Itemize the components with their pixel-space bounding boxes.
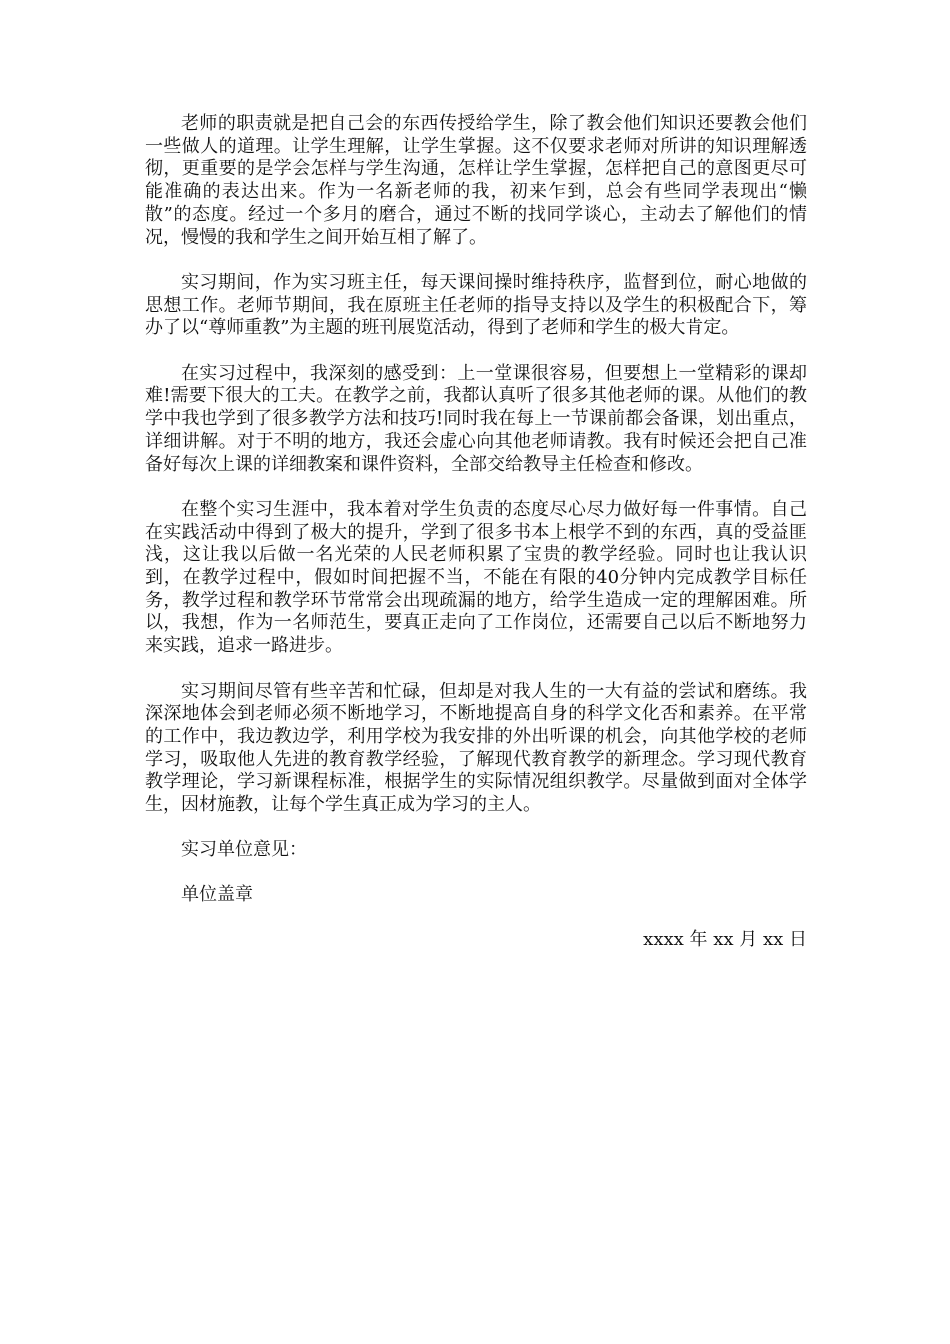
seal-label: 单位盖章 bbox=[181, 884, 253, 906]
document-body bbox=[145, 113, 807, 952]
paragraph-internship-summary: 实习期间尽管有些辛苦和忙碌，但却是对我人生的一大有益的尝试和磨练。我深深地体会到老师必须不断地学习，不断地提高自身的科学文化否和素养。在平常的工作中，我边教边学，利用学校为我安排的外出听课的机会，向其他学校的老师学习，吸取他人先进的教育教学经验，了解现代教育教学的新理念。学习现代教育教学理论，学习新课程标准，根据学生的实际情况组织教学。尽量做到面对全体学生，因材施教，让每个学生真正成为学习的主人。 bbox=[145, 680, 807, 816]
paragraph-head-teacher: 实习期间，作为实习班主任，每天课间操时维持秩序，监督到位，耐心地做的思想工作。老师节期间，我在原班主任老师的指导支持以及学生的积极配合下，筹办了以“尊师重教”为主题的班刊展览活动，得到了老师和学生的极大肯定。 bbox=[145, 271, 807, 339]
paragraph-teacher-duty: 老师的职责就是把自己会的东西传授给学生，除了教会他们知识还要教会他们一些做人的道理。让学生理解，让学生掌握。这不仅要求老师对所讲的知识理解透彻，更重要的是学会怎样与学生沟通，怎样让学生掌握，怎样把自己的意图更尽可能准确的表达出来。作为一名新老师的我，初来乍到，总会有些同学表现出“懒散”的态度。经过一个多月的磨合，通过不断的找同学谈心，主动去了解他们的情况，慢慢的我和学生之间开始互相了解了。 bbox=[145, 113, 807, 248]
opinion-label: 实习单位意见： bbox=[181, 839, 307, 861]
date-line: xxxx 年 xx 月 xx 日 bbox=[643, 928, 807, 950]
paragraph-teaching-process: 在实习过程中，我深刻的感受到：上一堂课很容易，但要想上一堂精彩的课却难!需要下很大的工夫。在教学之前，我都认真听了很多其他老师的课。从他们的教学中我也学到了很多教学方法和技巧!同时我在每上一节课前都会备课，划出重点，详细讲解。对于不明的地方，我还会虚心向其他老师请教。我有时候还会把自己准备好每次上课的详细教案和课件资料，全部交给教导主任检查和修改。 bbox=[145, 362, 807, 475]
paragraph-internship-career: 在整个实习生涯中，我本着对学生负责的态度尽心尽力做好每一件事情。自己在实践活动中得到了极大的提升，学到了很多书本上根学不到的东西，真的受益匪浅，这让我以后做一名光荣的人民老师积累了宝贵的教学经验。同时也让我认识到，在教学过程中，假如时间把握不当，不能在有限的40分钟内完成教学目标任务，教学过程和教学环节常常会出现疏漏的地方，给学生造成一定的理解困难。所以，我想，作为一名师范生，要真正走向了工作岗位，还需要自己以后不断地努力来实践，追求一路进步。 bbox=[145, 498, 807, 657]
